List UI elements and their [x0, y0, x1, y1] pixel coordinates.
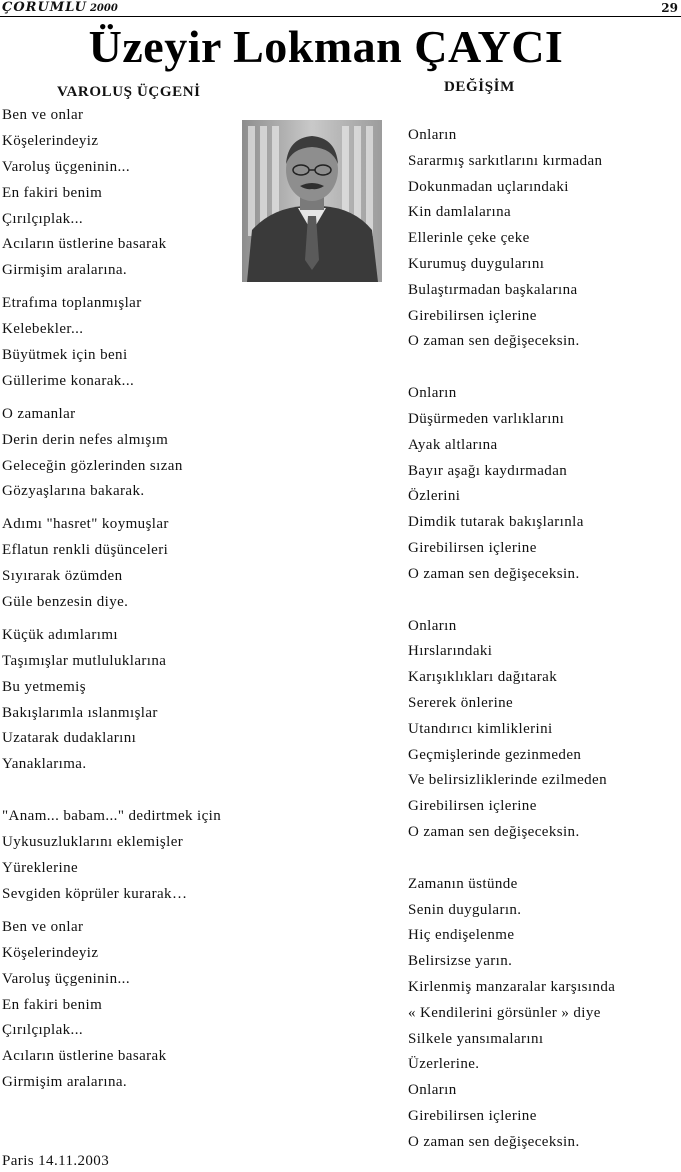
stanza [2, 623, 221, 778]
poem-line: Belirsizse yarın. [408, 953, 513, 970]
poem-line: Hırslarındaki [408, 643, 493, 660]
poem-line: Büyütmek için beni [2, 347, 128, 364]
poem-line: Çırılçıplak... [2, 1022, 84, 1039]
poem-line: Onların [408, 1082, 457, 1099]
header-rule [0, 16, 681, 17]
poem-line: Girebilirsen içlerine [408, 539, 537, 556]
poem-line: Ve belirsizliklerinde ezilmeden [408, 772, 607, 789]
poem-line: Acıların üstlerine basarak [2, 236, 167, 253]
poem-title-degisim: DEĞİŞİM [444, 79, 515, 95]
poem-line: Onların [408, 127, 457, 143]
poem-line: Kelebekler... [2, 321, 84, 338]
magazine-name: ÇORUMLU 2000 [2, 0, 118, 15]
poem-line: Uzatarak dudaklarını [2, 730, 137, 747]
poem-line: Derin derin nefes almışım [2, 431, 169, 448]
poem-line: Köşelerindeyiz [2, 944, 99, 961]
poem-title-varolus: VAROLUŞ ÜÇGENİ [57, 84, 201, 100]
poem-line: Ben ve onlar [2, 107, 84, 123]
poem-line: Köşelerindeyiz [2, 132, 99, 149]
poem-line: Acıların üstlerine basarak [2, 1048, 167, 1065]
poem-line: Küçük adımlarımı [2, 626, 118, 643]
poem-line: En fakiri benim [2, 996, 103, 1013]
poem-line: Karışıklıkları dağıtarak [408, 669, 558, 686]
author-name: Üzeyir Lokman ÇAYCI [88, 21, 564, 72]
poem-varolus [2, 103, 221, 1096]
poem-line: Gözyaşlarına bakarak. [2, 483, 145, 500]
poem-line: O zaman sen değişeceksin. [408, 823, 580, 840]
poem-line: Utandırıcı kimliklerini [408, 720, 553, 737]
poem-line: Sıyırarak özümden [2, 568, 123, 585]
poem-line: Özlerini [408, 488, 461, 505]
poem-line: Adımı "hasret" koymuşlar [2, 516, 169, 533]
stanza [2, 804, 221, 908]
author-photo [242, 120, 382, 282]
poem-line: Girebilirsen içlerine [408, 1107, 537, 1124]
stanza [2, 402, 221, 506]
magazine-year: 2000 [89, 3, 118, 14]
poem-line: Ben ve onlar [2, 918, 84, 935]
poem-line: Sererek önlerine [408, 694, 514, 711]
poem-line: O zaman sen değişeceksin. [408, 565, 580, 582]
poem-line: Kin damlalarına [408, 204, 512, 221]
poem-line: Düşürmeden varlıklarını [408, 410, 565, 427]
poem-line: Taşımışlar mutluluklarına [2, 652, 167, 669]
poem-line: Yüreklerine [2, 860, 79, 877]
page-number: 29 [661, 1, 678, 15]
poem-line: Ellerinle çeke çeke [408, 230, 530, 247]
poem-date: Paris 14.11.2003 [2, 1153, 110, 1169]
poem-line: Girmişim aralarına. [2, 262, 128, 279]
poem-line: Silkele yansımalarını [408, 1030, 544, 1047]
poem-line: Girmişim aralarına. [2, 1074, 128, 1091]
stanza [408, 381, 615, 587]
poem-line: Geçmişlerinde gezinmeden [408, 746, 582, 763]
stanza [408, 123, 615, 355]
poem-line: Girebilirsen içlerine [408, 307, 537, 324]
poem-line: Dokunmadan uçlarındaki [408, 178, 569, 195]
poem-line: Geleceğin gözlerinden sızan [2, 457, 183, 474]
poem-line: Bu yetmemiş [2, 678, 86, 695]
poem-line: Bakışlarımla ıslanmışlar [2, 704, 158, 721]
poem-line: Bayır aşağı kaydırmadan [408, 462, 568, 479]
poem-line: Varoluş üçgeninin... [2, 158, 130, 175]
poem-line: O zaman sen değişeceksin. [408, 333, 580, 350]
poem-line: Uykusuzluklarını eklemişler [2, 834, 184, 851]
poem-line: Üzerlerine. [408, 1056, 480, 1073]
poem-line: Zamanın üstünde [408, 875, 518, 892]
poem-line: Ayak altlarına [408, 436, 498, 453]
stanza [2, 291, 221, 395]
stanza [2, 915, 221, 1096]
stanza [2, 512, 221, 616]
poem-line: Varoluş üçgeninin... [2, 970, 130, 987]
poem-line: Yanaklarıma. [2, 756, 87, 773]
poem-line: Hiç endişelenme [408, 927, 515, 944]
stanza [408, 614, 615, 846]
poem-line: Kurumuş duygularını [408, 255, 545, 272]
poem-line: Eflatun renkli düşünceleri [2, 542, 169, 559]
poem-line: Onların [408, 385, 457, 402]
poem-line: Güle benzesin diye. [2, 594, 129, 611]
poem-line: Bulaştırmadan başkalarına [408, 281, 578, 298]
poem-line: Onların [408, 617, 457, 634]
poem-line: Etrafıma toplanmışlar [2, 295, 142, 312]
poem-line: En fakiri benim [2, 184, 103, 201]
page-header [0, 0, 681, 17]
stanza [2, 103, 221, 284]
poem-line: Senin duyguların. [408, 901, 522, 918]
poem-line: Güllerime konarak... [2, 372, 135, 389]
stanza [408, 872, 615, 1156]
poem-line: O zamanlar [2, 405, 76, 422]
poem-line: Girebilirsen içlerine [408, 798, 537, 815]
poem-line: O zaman sen değişeceksin. [408, 1133, 580, 1150]
poem-line: Sevgiden köprüler kurarak… [2, 885, 188, 902]
poem-line: « Kendilerini görsünler » diye [408, 1004, 601, 1021]
poem-line: Sararmış sarkıtlarını kırmadan [408, 152, 603, 169]
poem-line: Kirlenmiş manzaralar karşısında [408, 978, 616, 995]
poem-line: Çırılçıplak... [2, 210, 84, 227]
poem-line: Dimdik tutarak bakışlarınla [408, 514, 584, 531]
poem-degisim [408, 123, 615, 1155]
poem-line: "Anam... babam..." dedirtmek için [2, 808, 222, 825]
